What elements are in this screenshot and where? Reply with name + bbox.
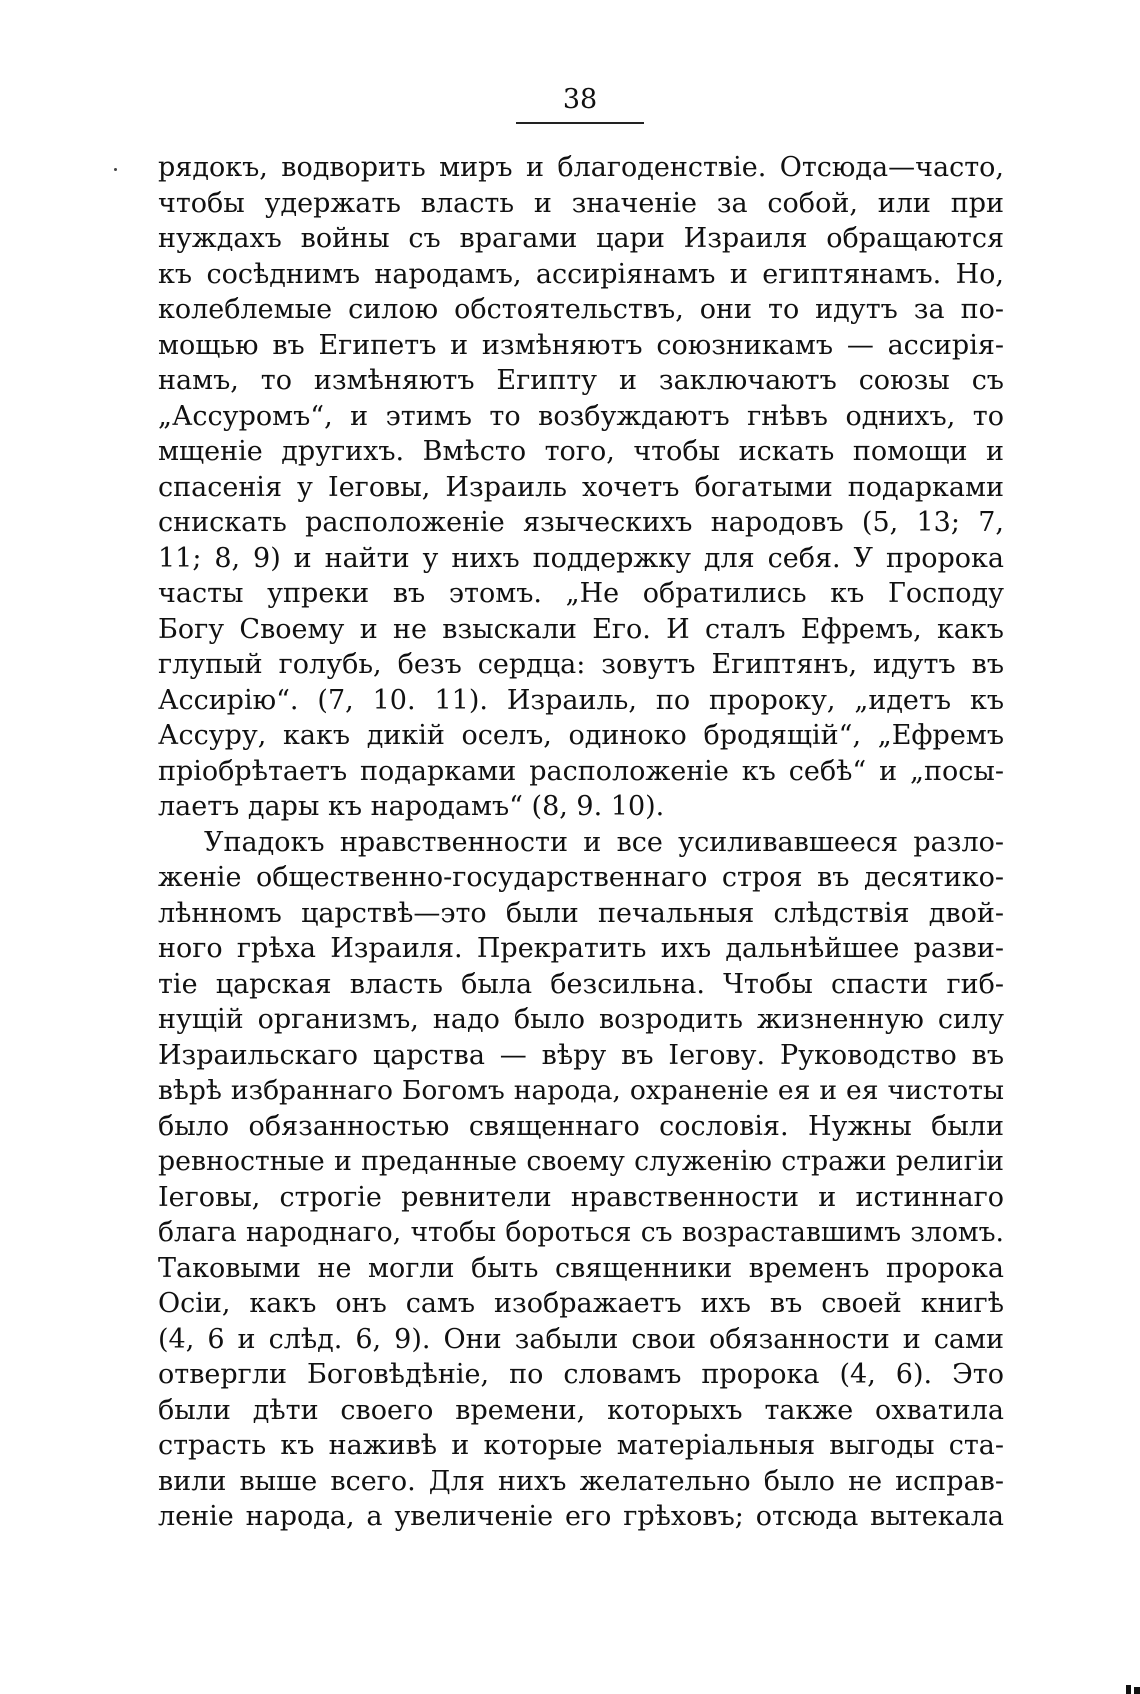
text-line: намъ, то измѣняютъ Египту и заключаютъ союзы съ [158, 365, 1004, 396]
text-line: Богу Своему и не взыскали Его. И сталъ Ефремъ, какъ [158, 613, 1004, 645]
text-line: 11; 8, 9) и найти у нихъ поддержку для себя. У пророка [158, 542, 1004, 574]
paragraph-1 [158, 150, 1004, 825]
text-line: Ассуру, какъ дикій оселъ, одиноко бродящій“, „Ефремъ [158, 720, 1004, 751]
text-line: чтобы удержать власть и значеніе за собой, или при [158, 187, 1004, 219]
text-line: вѣрѣ избраннаго Богомъ народа, охраненіе ея и ея чистоты [158, 1075, 1004, 1106]
text-line: нущій организмъ, надо было возродить жизненную силу [158, 1004, 1004, 1035]
page-number-rule [516, 122, 644, 124]
text-line: ревностные и преданные своему служенію стражи религіи [158, 1146, 1004, 1177]
text-line: лаетъ дары къ народамъ“ (8, 9. 10). [158, 791, 665, 822]
text-line: леніе народа, а увеличеніе его грѣховъ; отсюда вытекала [158, 1501, 1004, 1532]
text-line: Іеговы, строгіе ревнители нравственности и истиннаго [158, 1181, 1004, 1213]
text-line: рядокъ, водворить миръ и благоденствіе. Отсюда—часто, [158, 152, 1004, 183]
text-line: Осіи, какъ онъ самъ изображаетъ ихъ въ своей книгѣ [158, 1288, 1004, 1319]
text-line: тіе царская власть была безсильна. Чтобы спасти гиб- [158, 968, 1004, 1000]
text-line: ного грѣха Израиля. Прекратить ихъ дальнѣйшее разви- [158, 933, 1004, 964]
text-line: къ сосѣднимъ народамъ, ассиріянамъ и египтянамъ. Но, [158, 258, 1004, 290]
text-line: „Ассуромъ“, и этимъ то возбуждаютъ гнѣвъ однихъ, то [158, 400, 1004, 432]
text-line: было обязанностью священнаго сословія. Нужны были [158, 1110, 1004, 1142]
text-line: были дѣти своего времени, которыхъ также охватила [158, 1394, 1004, 1426]
page-number: 38 [562, 84, 598, 115]
text-line: спасенія у Іеговы, Израиль хочетъ богатыми подарками [158, 471, 1004, 503]
text-line: женіе общественно-государственнаго строя въ десятико- [158, 862, 1004, 893]
text-line: снискать расположеніе языческихъ народовъ (5, 13; 7, [158, 507, 1004, 538]
text-line: вили выше всего. Для нихъ желательно было не исправ- [158, 1465, 1004, 1497]
text-line: Таковыми не могли быть священники временъ пророка [158, 1252, 1004, 1284]
text-line: лѣнномъ царствѣ—это были печальныя слѣдствія двой- [158, 897, 1004, 929]
margin-speck [114, 168, 117, 171]
text-line: глупый голубь, безъ сердца: зовутъ Египтянъ, идутъ въ [158, 649, 1004, 680]
paragraph-2 [158, 825, 1004, 1535]
body-text [158, 150, 1004, 1535]
text-line: отвергли Боговѣдѣніе, по словамъ пророка (4, 6). Это [158, 1359, 1004, 1390]
text-line: страсть къ наживѣ и которые матеріальныя выгоды ста- [158, 1430, 1004, 1461]
text-line: часты упреки въ этомъ. „Не обратились къ Господу [158, 578, 1004, 609]
text-line: пріобрѣтаетъ подарками расположеніе къ себѣ“ и „посы- [158, 755, 1004, 787]
text-line: мщеніе другихъ. Вмѣсто того, чтобы искать помощи и [158, 436, 1004, 467]
scan-edge-mark [1104, 1675, 1140, 1694]
text-line: Ассирію“. (7, 10. 11). Израиль, по пророку, „идетъ къ [158, 684, 1004, 716]
text-line: (4, 6 и слѣд. 6, 9). Они забыли свои обязанности и сами [158, 1323, 1004, 1355]
text-line: Упадокъ нравственности и все усиливавшееся разло- [204, 826, 1004, 858]
text-line: нуждахъ войны съ врагами цари Израиля обращаются [158, 223, 1004, 254]
text-line: Израильскаго царства — вѣру въ Іегову. Руководство въ [158, 1039, 1004, 1071]
text-line: блага народнаго, чтобы бороться съ возраставшимъ зломъ. [158, 1217, 1004, 1248]
text-line: мощью въ Египетъ и измѣняютъ союзникамъ — ассирія- [158, 329, 1004, 361]
text-line: колеблемые силою обстоятельствъ, они то идутъ за по- [158, 294, 1004, 325]
